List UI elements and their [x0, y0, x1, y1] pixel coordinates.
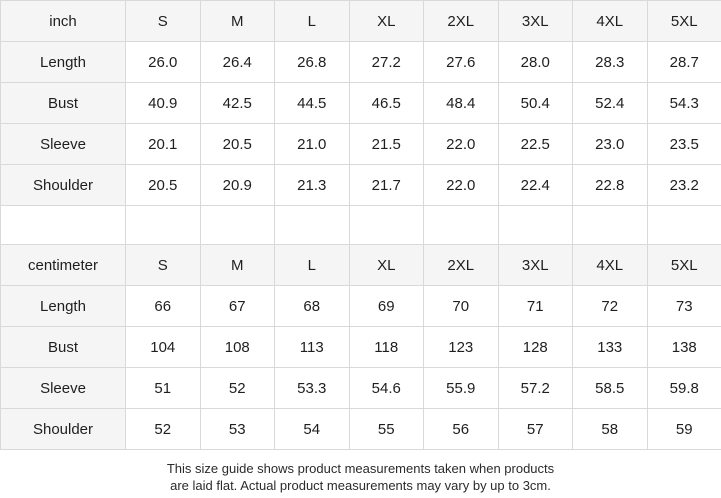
spacer-cell — [275, 206, 350, 245]
spacer-cell — [647, 206, 721, 245]
table-cell: 128 — [498, 327, 573, 368]
table-cell: 118 — [349, 327, 424, 368]
table-row — [1, 165, 721, 206]
imperial-size-header: XL — [349, 1, 424, 42]
table-cell: 72 — [573, 286, 648, 327]
table-cell: 28.3 — [573, 42, 648, 83]
table-row — [1, 286, 721, 327]
table-cell: 48.4 — [424, 83, 499, 124]
spacer-cell — [349, 206, 424, 245]
table-cell: 20.9 — [200, 165, 275, 206]
metric-size-header: 3XL — [498, 245, 573, 286]
row-label: Shoulder — [1, 409, 126, 450]
table-cell: 21.0 — [275, 124, 350, 165]
table-row — [1, 368, 721, 409]
table-cell: 26.8 — [275, 42, 350, 83]
table-cell: 26.0 — [126, 42, 201, 83]
spacer-cell — [126, 206, 201, 245]
table-cell: 70 — [424, 286, 499, 327]
table-cell: 69 — [349, 286, 424, 327]
table-cell: 27.2 — [349, 42, 424, 83]
table-cell: 42.5 — [200, 83, 275, 124]
table-cell: 22.5 — [498, 124, 573, 165]
imperial-unit-label: inch — [1, 1, 126, 42]
table-cell: 52 — [126, 409, 201, 450]
table-cell: 58 — [573, 409, 648, 450]
table-cell: 21.3 — [275, 165, 350, 206]
size-guide-footnote — [0, 450, 721, 494]
imperial-size-header: 5XL — [647, 1, 721, 42]
table-cell: 66 — [126, 286, 201, 327]
table-cell: 23.5 — [647, 124, 721, 165]
table-row — [1, 327, 721, 368]
table-cell: 133 — [573, 327, 648, 368]
imperial-size-header: L — [275, 1, 350, 42]
table-cell: 22.0 — [424, 124, 499, 165]
imperial-size-header: S — [126, 1, 201, 42]
table-cell: 73 — [647, 286, 721, 327]
imperial-size-header: 3XL — [498, 1, 573, 42]
table-cell: 58.5 — [573, 368, 648, 409]
table-cell: 52.4 — [573, 83, 648, 124]
table-cell: 67 — [200, 286, 275, 327]
spacer-cell — [200, 206, 275, 245]
table-cell: 53 — [200, 409, 275, 450]
metric-size-header: 4XL — [573, 245, 648, 286]
table-row — [1, 83, 721, 124]
table-cell: 28.7 — [647, 42, 721, 83]
metric-size-header: 2XL — [424, 245, 499, 286]
table-cell: 53.3 — [275, 368, 350, 409]
spacer-cell — [1, 206, 126, 245]
row-label: Bust — [1, 83, 126, 124]
table-cell: 20.5 — [126, 165, 201, 206]
table-cell: 21.7 — [349, 165, 424, 206]
metric-header-row — [1, 245, 721, 286]
metric-unit-label: centimeter — [1, 245, 126, 286]
table-cell: 50.4 — [498, 83, 573, 124]
table-cell: 27.6 — [424, 42, 499, 83]
table-cell: 21.5 — [349, 124, 424, 165]
table-cell: 55 — [349, 409, 424, 450]
row-label: Shoulder — [1, 165, 126, 206]
table-cell: 20.1 — [126, 124, 201, 165]
row-label: Length — [1, 42, 126, 83]
table-cell: 123 — [424, 327, 499, 368]
table-cell: 57.2 — [498, 368, 573, 409]
footnote-line-2: are laid flat. Actual product measurements may vary by up to 3cm. — [170, 478, 551, 493]
metric-size-header: L — [275, 245, 350, 286]
table-cell: 59 — [647, 409, 721, 450]
spacer-cell — [573, 206, 648, 245]
imperial-header-row — [1, 1, 721, 42]
table-cell: 22.8 — [573, 165, 648, 206]
table-cell: 108 — [200, 327, 275, 368]
row-label: Sleeve — [1, 368, 126, 409]
row-label: Sleeve — [1, 124, 126, 165]
row-label: Length — [1, 286, 126, 327]
table-cell: 71 — [498, 286, 573, 327]
table-cell: 54 — [275, 409, 350, 450]
table-cell: 23.2 — [647, 165, 721, 206]
table-cell: 54.6 — [349, 368, 424, 409]
table-cell: 54.3 — [647, 83, 721, 124]
table-cell: 22.0 — [424, 165, 499, 206]
table-cell: 40.9 — [126, 83, 201, 124]
spacer-cell — [498, 206, 573, 245]
metric-size-header: M — [200, 245, 275, 286]
table-cell: 55.9 — [424, 368, 499, 409]
table-cell: 28.0 — [498, 42, 573, 83]
table-cell: 59.8 — [647, 368, 721, 409]
metric-size-header: 5XL — [647, 245, 721, 286]
row-label: Bust — [1, 327, 126, 368]
table-row — [1, 42, 721, 83]
table-cell: 51 — [126, 368, 201, 409]
table-cell: 20.5 — [200, 124, 275, 165]
imperial-size-header: M — [200, 1, 275, 42]
footnote-line-1: This size guide shows product measurements taken when products — [166, 461, 555, 476]
table-cell: 56 — [424, 409, 499, 450]
table-cell: 22.4 — [498, 165, 573, 206]
imperial-size-header: 4XL — [573, 1, 648, 42]
spacer-cell — [424, 206, 499, 245]
table-cell: 46.5 — [349, 83, 424, 124]
table-cell: 138 — [647, 327, 721, 368]
table-cell: 57 — [498, 409, 573, 450]
table-spacer-row — [1, 206, 721, 245]
table-cell: 26.4 — [200, 42, 275, 83]
table-cell: 52 — [200, 368, 275, 409]
table-row — [1, 124, 721, 165]
table-cell: 104 — [126, 327, 201, 368]
table-cell: 113 — [275, 327, 350, 368]
imperial-size-header: 2XL — [424, 1, 499, 42]
table-cell: 68 — [275, 286, 350, 327]
table-row — [1, 409, 721, 450]
table-cell: 23.0 — [573, 124, 648, 165]
metric-size-header: XL — [349, 245, 424, 286]
metric-size-header: S — [126, 245, 201, 286]
table-cell: 44.5 — [275, 83, 350, 124]
